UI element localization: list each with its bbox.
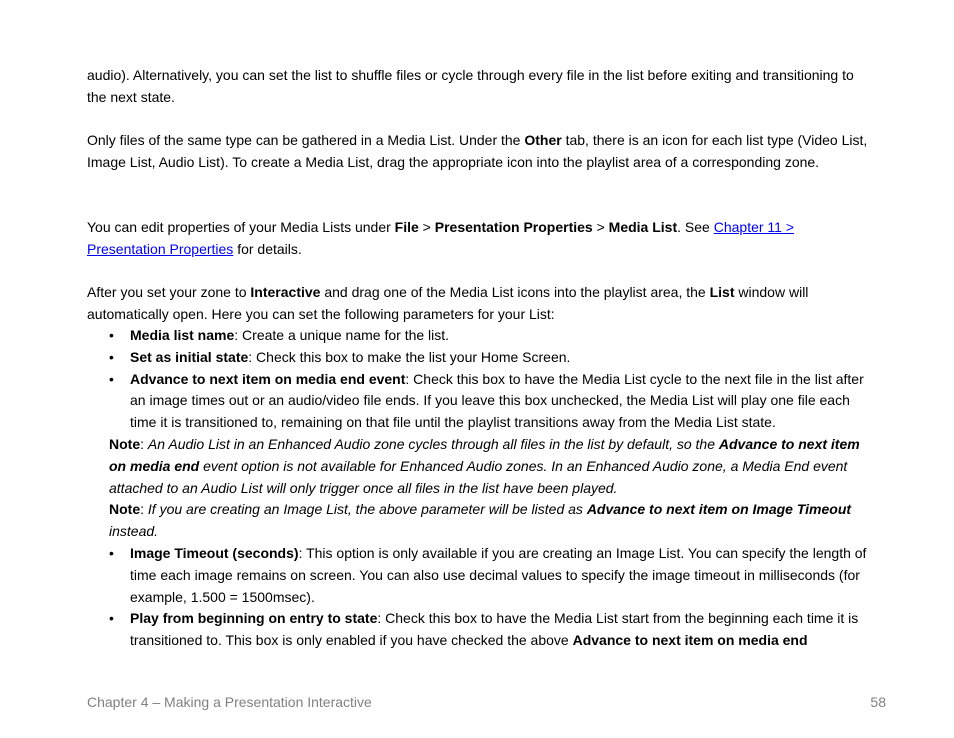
note-label: Note — [109, 435, 141, 452]
bold-term: Advance to next item on Image Timeout — [586, 501, 852, 518]
text-run: . See — [677, 219, 714, 235]
param-name: Advance to next item on media end event — [130, 370, 406, 387]
bold-term: Advance to next item on media end — [109, 435, 860, 474]
param-name: Set as initial state — [130, 348, 249, 365]
list-item — [87, 325, 872, 347]
bold-term-media-list: Media List — [608, 219, 678, 235]
text-run: event option is not available for Enhanced Audio zones. In an Enhanced Audio zone, a Media End event attached to an Audio List will only trigger once all files in the list have been played. — [109, 457, 848, 496]
text-run: An Audio List in an Enhanced Audio zone cycles through all files in the list by default, so the — [147, 435, 719, 452]
list-item — [87, 347, 872, 369]
note-sep: : — [140, 435, 148, 452]
text-run: Only files of the same type can be gathered in a Media List. Under the — [87, 132, 525, 148]
text-run: for details. — [233, 240, 302, 257]
bold-term-list: List — [709, 284, 735, 300]
paragraph-text: audio). Alternatively, you can set the list to shuffle files or cycle through every file in the list before exiting and transitioning to the next state. — [87, 67, 854, 105]
parameter-list — [87, 325, 872, 652]
bold-term-interactive: Interactive — [250, 284, 321, 300]
note-label: Note — [109, 501, 141, 518]
note-enhanced-audio — [87, 434, 872, 499]
note-sep: : — [140, 501, 148, 518]
paragraph-shuffle — [87, 65, 872, 109]
note-body — [109, 436, 860, 496]
list-item — [87, 369, 872, 434]
text-run: window will automatically open. Here you can set the following parameters for your List: — [87, 284, 809, 322]
note-image-list — [87, 499, 872, 543]
bold-term-other: Other — [524, 132, 562, 148]
bold-term: Advance to next item on media end — [572, 632, 808, 649]
text-run: and drag one of the Media List icons into the playlist area, the — [320, 284, 710, 300]
bold-term-file: File — [394, 219, 419, 235]
text-run: > — [592, 219, 609, 235]
chapter-11-link[interactable]: Chapter 11 > Presentation Properties — [87, 219, 795, 257]
param-desc: : Check this box to have the Media List start from the beginning each time it is transitioned to. This box is only enabled if you have checked the above — [130, 610, 859, 649]
text-run: > — [418, 219, 435, 235]
param-name: Media list name — [130, 327, 235, 343]
param-desc: : This option is only available if you are creating an Image List. You can specify the length of time each image remains on screen. You can also use decimal values to specify the image timeout in milliseconds (for example, 1.500 = 1500msec). — [130, 544, 867, 605]
param-desc: : Check this box to have the Media List cycle to the next file in the list after an image times out or an audio/video file ends. If you leave this box unchecked, the Media List will play one file each time it is transitioned to, remaining on that file until the playlist transitions away from the Media List state. — [130, 370, 864, 431]
text-run: You can edit properties of your Media Lists under — [87, 219, 395, 235]
param-name: Image Timeout (seconds) — [130, 544, 299, 561]
text-run: After you set your zone to — [87, 284, 251, 300]
paragraph-media-list-types — [87, 130, 872, 174]
paragraph-list-window — [87, 282, 872, 326]
footer-page-number: 58 — [870, 694, 886, 710]
list-item — [87, 608, 872, 652]
bold-term-presentation-properties: Presentation Properties — [434, 219, 593, 235]
text-run: If you are creating an Image List, the above parameter will be listed as — [147, 501, 587, 518]
param-desc: : Check this box to make the list your Home Screen. — [248, 348, 571, 365]
text-run: instead. — [109, 523, 159, 540]
note-body — [109, 501, 851, 539]
text-run: tab, there is an icon for each list type (Video List, Image List, Audio List). To create a Media List, drag the appropriate icon into the playlist area of a corresponding zone. — [87, 132, 868, 170]
param-desc: : Create a unique name for the list. — [234, 327, 450, 343]
list-item — [87, 543, 872, 608]
paragraph-properties — [87, 217, 872, 261]
footer-chapter-title: Chapter 4 – Making a Presentation Interactive — [87, 694, 372, 710]
param-name: Play from beginning on entry to state — [130, 610, 378, 627]
